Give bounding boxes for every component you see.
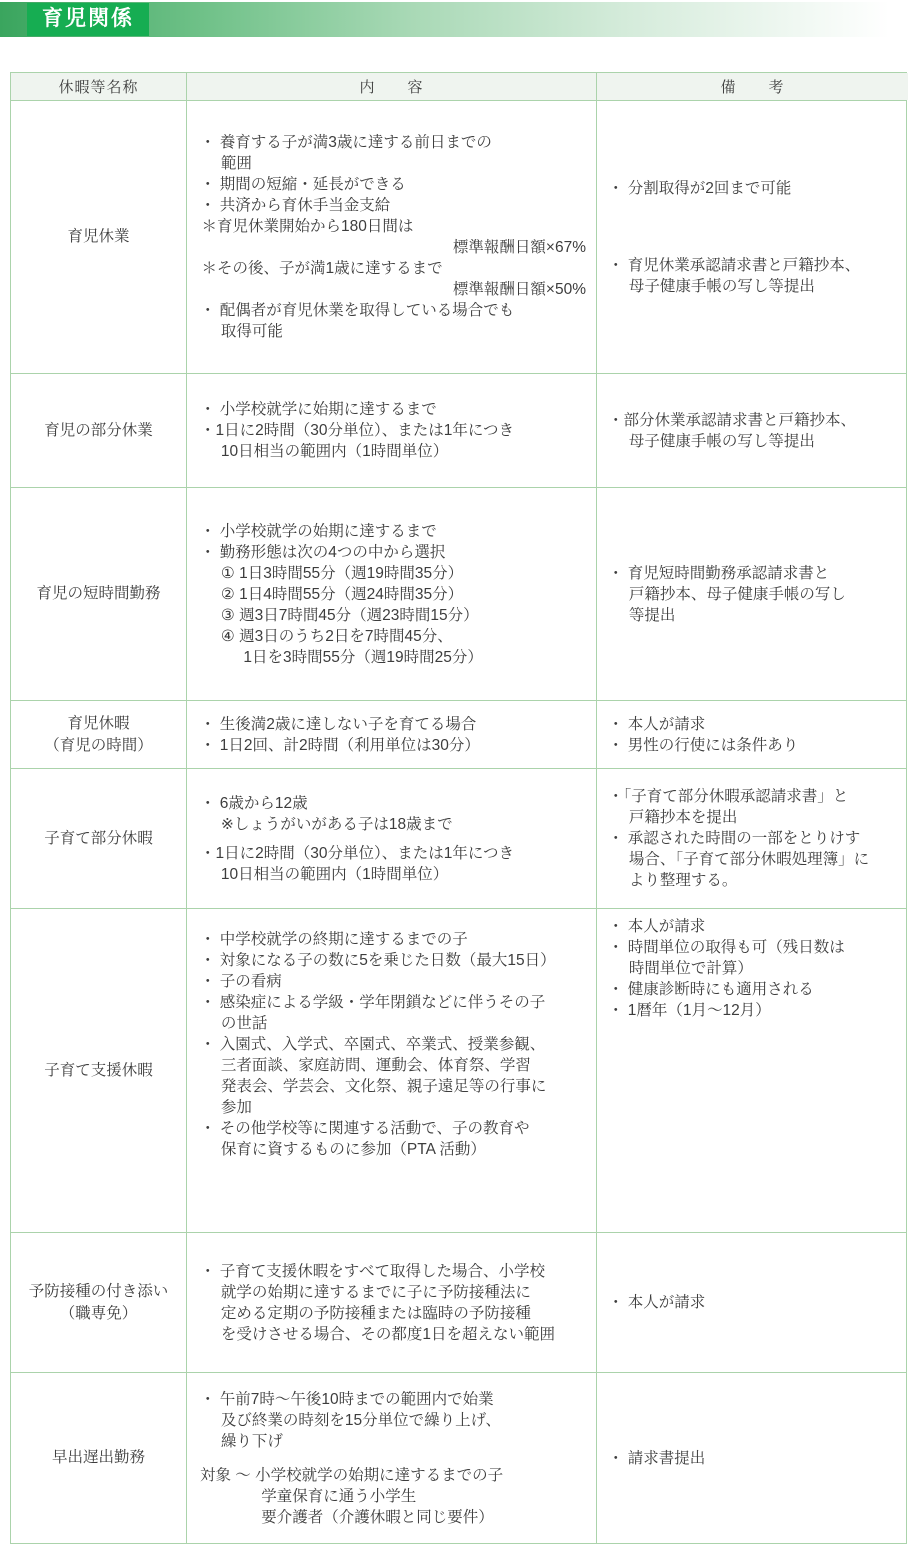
table-row bbox=[11, 1372, 906, 1543]
text-line: ・ 時間単位の取得も可（残日数は bbox=[608, 939, 845, 956]
text-line: 発表会、学芸会、文化祭、親子遠足等の行事に bbox=[220, 1078, 547, 1095]
text-line: ・ 入園式、入学式、卒園式、卒業式、授業参観、 bbox=[200, 1036, 546, 1053]
remarks-cell bbox=[596, 374, 908, 487]
text-line: ・ 対象になる子の数に5を乗じた日数（最大15日） bbox=[200, 952, 556, 969]
text-line: 10日相当の範囲内（1時間単位） bbox=[220, 443, 449, 460]
text-line: 標準報酬日額×50% bbox=[452, 281, 586, 298]
text-line: 学童保育に通う小学生 bbox=[261, 1487, 417, 1505]
text-line: ③ 週3日7時間45分（週23時間15分） bbox=[220, 606, 479, 624]
content-cell bbox=[186, 101, 596, 373]
text-line: 標準報酬日額×67% bbox=[452, 239, 586, 256]
text-line: 三者面談、家庭訪問、運動会、体育祭、学習 bbox=[220, 1057, 531, 1074]
text-line: 1日を3時間55分（週19時間25分） bbox=[243, 648, 483, 666]
content-cell bbox=[186, 1373, 596, 1543]
text-line: 母子健康手帳の写し等提出 bbox=[628, 277, 815, 295]
text-line: 範囲 bbox=[220, 155, 252, 172]
table-row bbox=[11, 768, 906, 908]
remarks-cell bbox=[596, 769, 908, 908]
text-line: ・ 1日2回、計2時間（利用単位は30分） bbox=[200, 736, 480, 754]
text-line: 就学の始期に達するまでに子に予防接種法に bbox=[220, 1283, 531, 1301]
leave-name-cell bbox=[11, 909, 186, 1232]
text-line: ① 1日3時間55分（週19時間35分） bbox=[220, 564, 464, 582]
table-row bbox=[11, 908, 906, 1232]
table-row bbox=[11, 487, 906, 700]
remarks-cell bbox=[596, 701, 908, 768]
remarks-cell bbox=[596, 909, 908, 1232]
leave-name-cell bbox=[11, 374, 186, 487]
text-line: ・ 承認された時間の一部をとりけす bbox=[608, 830, 861, 847]
content-cell bbox=[186, 374, 596, 487]
column-header-remarks: 備 考 bbox=[596, 73, 908, 100]
text-line: 要介護者（介護休暇と同じ要件） bbox=[261, 1508, 494, 1526]
leave-name-line: 育児の部分休業 bbox=[44, 421, 153, 439]
text-line: ・ 小学校就学の始期に達するまで bbox=[200, 522, 437, 540]
text-line: ・ 勤務形態は次の4つの中から選択 bbox=[200, 543, 446, 561]
leave-name-line: 早出遅出勤務 bbox=[51, 1449, 145, 1466]
text-line: ・ 請求書提出 bbox=[608, 1449, 706, 1467]
content-cell bbox=[186, 488, 596, 700]
text-line: の世話 bbox=[220, 1015, 268, 1032]
page bbox=[0, 2, 917, 1544]
text-line: 対象 ～ 小学校就学の始期に達するまでの子 bbox=[200, 1466, 504, 1484]
text-line: ・ 本人が請求 bbox=[608, 1294, 706, 1311]
remarks-cell bbox=[596, 1373, 908, 1543]
leave-name-line: 育児休暇 bbox=[67, 714, 130, 732]
leave-name-cell bbox=[11, 701, 186, 768]
text-line: ・ 期間の短縮・延長ができる bbox=[200, 176, 406, 193]
table-body bbox=[11, 100, 906, 1543]
text-line: ④ 週3日のうち2日を7時間45分、 bbox=[220, 627, 453, 645]
text-line: ・ 育児休業承認請求書と戸籍抄本、 bbox=[608, 256, 861, 274]
text-line: ・ 男性の行使には条件あり bbox=[608, 736, 799, 754]
text-line: ・ 午前7時～午後10時までの範囲内で始業 bbox=[200, 1390, 494, 1408]
text-line: ・ 共済から育休手当金支給 bbox=[200, 197, 391, 214]
text-line: ・1日に2時間（30分単位）、または1年につき bbox=[200, 844, 515, 862]
leave-name-cell bbox=[11, 1233, 186, 1372]
text-line: 取得可能 bbox=[220, 323, 283, 340]
table-row bbox=[11, 700, 906, 768]
leave-name-cell bbox=[11, 1373, 186, 1543]
table-header-row bbox=[11, 73, 906, 100]
leave-name-cell bbox=[11, 769, 186, 908]
text-line: ・「子育て部分休暇承認請求書」と bbox=[608, 788, 849, 805]
text-line: 場合、「子育て部分休暇処理簿」に bbox=[628, 851, 870, 868]
text-line: ・ 分割取得が2回まで可能 bbox=[608, 179, 792, 197]
leave-name-line: 子育て支援休暇 bbox=[44, 1061, 153, 1079]
text-line: ＊育児休業開始から180日間は bbox=[201, 218, 414, 235]
text-line: ・ 子の看病 bbox=[200, 973, 282, 990]
remarks-cell bbox=[596, 1233, 908, 1372]
leave-name-cell bbox=[11, 488, 186, 700]
content-cell bbox=[186, 769, 596, 908]
text-line: 10日相当の範囲内（1時間単位） bbox=[220, 865, 449, 883]
text-line: ② 1日4時間55分（週24時間35分） bbox=[220, 585, 464, 603]
text-line: を受けさせる場合、その都度1日を超えない範囲 bbox=[220, 1325, 556, 1343]
column-header-content: 内 容 bbox=[186, 73, 596, 100]
text-line: ・ 養育する子が満3歳に達する前日までの bbox=[200, 134, 492, 151]
leave-name-line: 育児の短時間勤務 bbox=[36, 585, 161, 602]
section-title-badge: 育児関係 bbox=[27, 3, 149, 36]
leave-name-line: 育児休業 bbox=[67, 228, 130, 245]
text-line: ・ 小学校就学に始期に達するまで bbox=[200, 401, 437, 418]
childcare-leave-table bbox=[10, 72, 907, 1544]
column-header-leave-name: 休暇等名称 bbox=[11, 73, 186, 100]
text-line: ・ 生後満2歳に達しない子を育てる場合 bbox=[200, 715, 477, 733]
table-row bbox=[11, 1232, 906, 1372]
text-line: 定める定期の予防接種または臨時の予防接種 bbox=[220, 1304, 531, 1322]
leave-name-line: （職専免） bbox=[59, 1304, 138, 1322]
text-line: 戸籍抄本を提出 bbox=[628, 809, 738, 826]
text-line: ・ 子育て支援休暇をすべて取得した場合、小学校 bbox=[200, 1262, 545, 1280]
content-cell bbox=[186, 1233, 596, 1372]
text-line: ・ 本人が請求 bbox=[608, 918, 706, 935]
table-row bbox=[11, 373, 906, 487]
text-line: ・ その他学校等に関連する活動で、子の教育や bbox=[200, 1120, 530, 1137]
text-line: ・ 健康診断時にも適用される bbox=[608, 981, 814, 998]
remarks-cell bbox=[596, 488, 908, 700]
text-line: ・ 中学校就学の終期に達するまでの子 bbox=[200, 931, 468, 948]
text-line: ・ 本人が請求 bbox=[608, 715, 706, 733]
leave-name-line: 子育て部分休暇 bbox=[44, 829, 153, 847]
text-line: より整理する。 bbox=[628, 872, 738, 889]
text-line: ・ 1暦年（1月～12月） bbox=[608, 1002, 771, 1019]
text-line: 等提出 bbox=[628, 606, 676, 624]
content-cell bbox=[186, 909, 596, 1232]
text-line: 戸籍抄本、母子健康手帳の写し bbox=[628, 585, 846, 603]
text-line: 参加 bbox=[220, 1099, 252, 1116]
text-line: 及び終業の時刻を15分単位で繰り上げ、 bbox=[220, 1411, 502, 1429]
content-cell bbox=[186, 701, 596, 768]
text-line: ・部分休業承認請求書と戸籍抄本、 bbox=[608, 411, 857, 429]
text-line: ・ 感染症による学級・学年閉鎖などに伴うその子 bbox=[200, 994, 546, 1011]
text-line: ・1日に2時間（30分単位）、または1年につき bbox=[200, 422, 515, 439]
text-line: ＊その後、子が満1歳に達するまで bbox=[201, 260, 443, 277]
text-line: ・ 配偶者が育児休業を取得している場合でも bbox=[200, 302, 515, 319]
text-line: 母子健康手帳の写し等提出 bbox=[628, 432, 815, 450]
text-line: ・ 6歳から12歳 bbox=[200, 794, 308, 812]
section-title-bar bbox=[0, 2, 917, 37]
text-line: 繰り下げ bbox=[220, 1432, 283, 1450]
leave-name-cell bbox=[11, 101, 186, 373]
leave-name-line: 予防接種の付き添い bbox=[28, 1282, 169, 1300]
remarks-cell bbox=[596, 101, 908, 373]
text-line: ※しょうがいがある子は18歳まで bbox=[220, 815, 453, 833]
text-line: ・ 育児短時間勤務承認請求書と bbox=[608, 564, 830, 582]
text-line: 保育に資するものに参加（PTA 活動） bbox=[220, 1141, 486, 1158]
leave-name-line: （育児の時間） bbox=[44, 736, 153, 754]
table-row bbox=[11, 100, 906, 373]
text-line: 時間単位で計算） bbox=[628, 960, 753, 977]
